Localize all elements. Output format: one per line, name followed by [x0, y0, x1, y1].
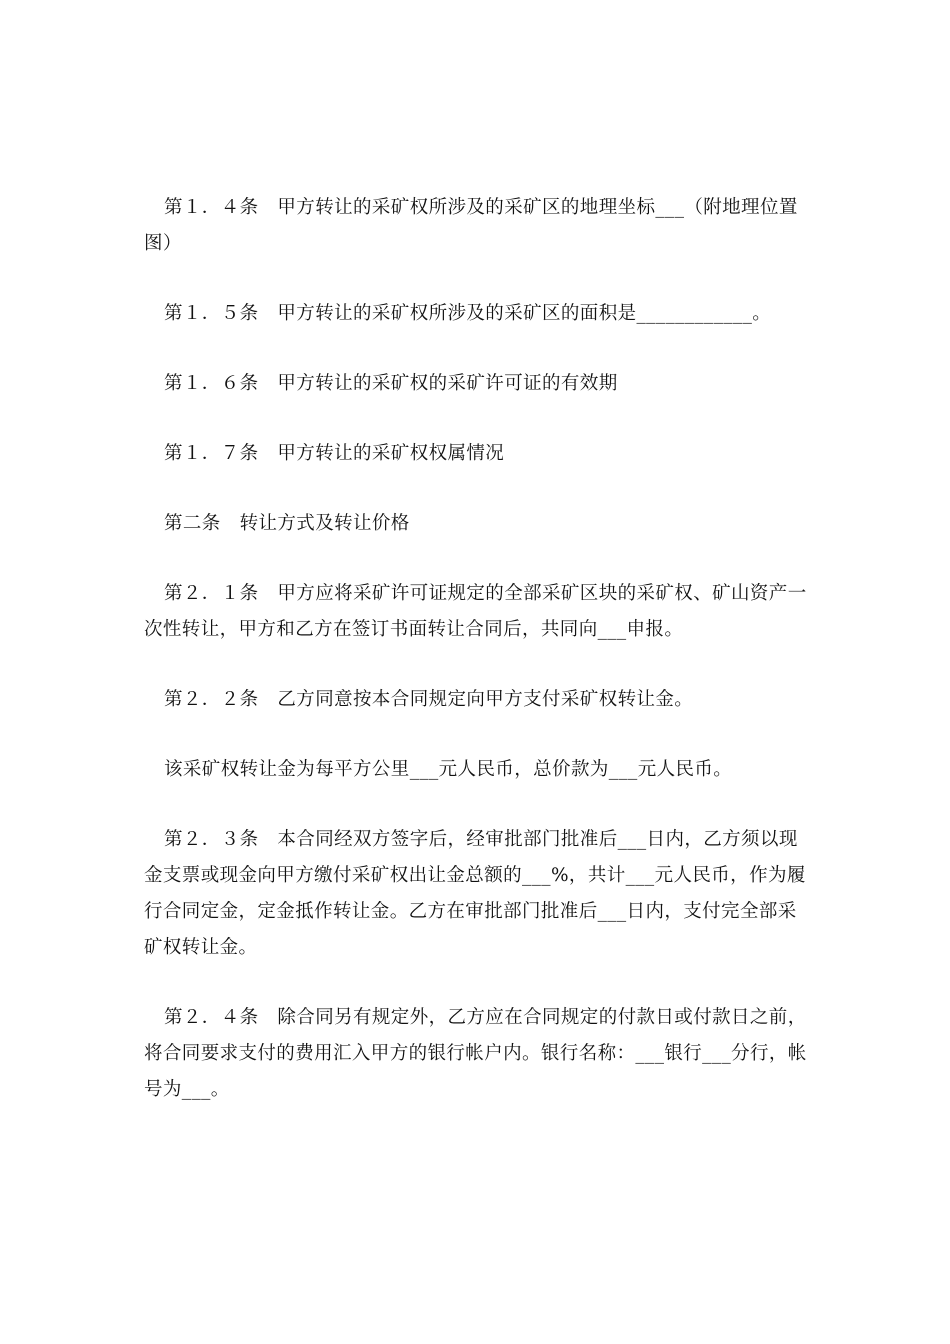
article-2-heading: 第二条 转让方式及转让价格 — [164, 513, 410, 534]
transfer-fee-paragraph: 该采矿权转让金为每平方公里___元人民币，总价款为___元人民币。 — [164, 759, 733, 780]
clause-2-2: 第２．２条 乙方同意按本合同规定向甲方支付采矿权转让金。 — [164, 689, 694, 710]
clause-2-3: 第２．３条 本合同经双方签字后，经审批部门批准后___日内，乙方须以现金支票或现金向甲方缴付采矿权出让金总额的___%，共计___元人民币，作为履行合同定金，定金抵作转让金。乙方在审批部门批准后___日内，支付完全部采矿权转让金。 — [144, 829, 806, 958]
clause-1-7: 第１．７条 甲方转让的采矿权权属情况 — [164, 443, 505, 464]
clause-1-4: 第１．４条 甲方转让的采矿权所涉及的采矿区的地理坐标___（附地理位置图） — [144, 197, 798, 254]
document-body — [144, 190, 809, 1142]
clause-1-6: 第１．６条 甲方转让的采矿权的采矿许可证的有效期 — [164, 373, 618, 394]
clause-2-1: 第２．１条 甲方应将采矿许可证规定的全部采矿区块的采矿权、矿山资产一次性转让，甲方和乙方在签订书面转让合同后，共同向___申报。 — [144, 583, 807, 640]
clause-1-5: 第１．５条 甲方转让的采矿权所涉及的采矿区的面积是____________。 — [164, 303, 772, 324]
clause-2-4: 第２．４条 除合同另有规定外，乙方应在合同规定的付款日或付款日之前，将合同要求支付的费用汇入甲方的银行帐户内。银行名称：___银行___分行，帐号为___。 — [144, 1007, 807, 1100]
